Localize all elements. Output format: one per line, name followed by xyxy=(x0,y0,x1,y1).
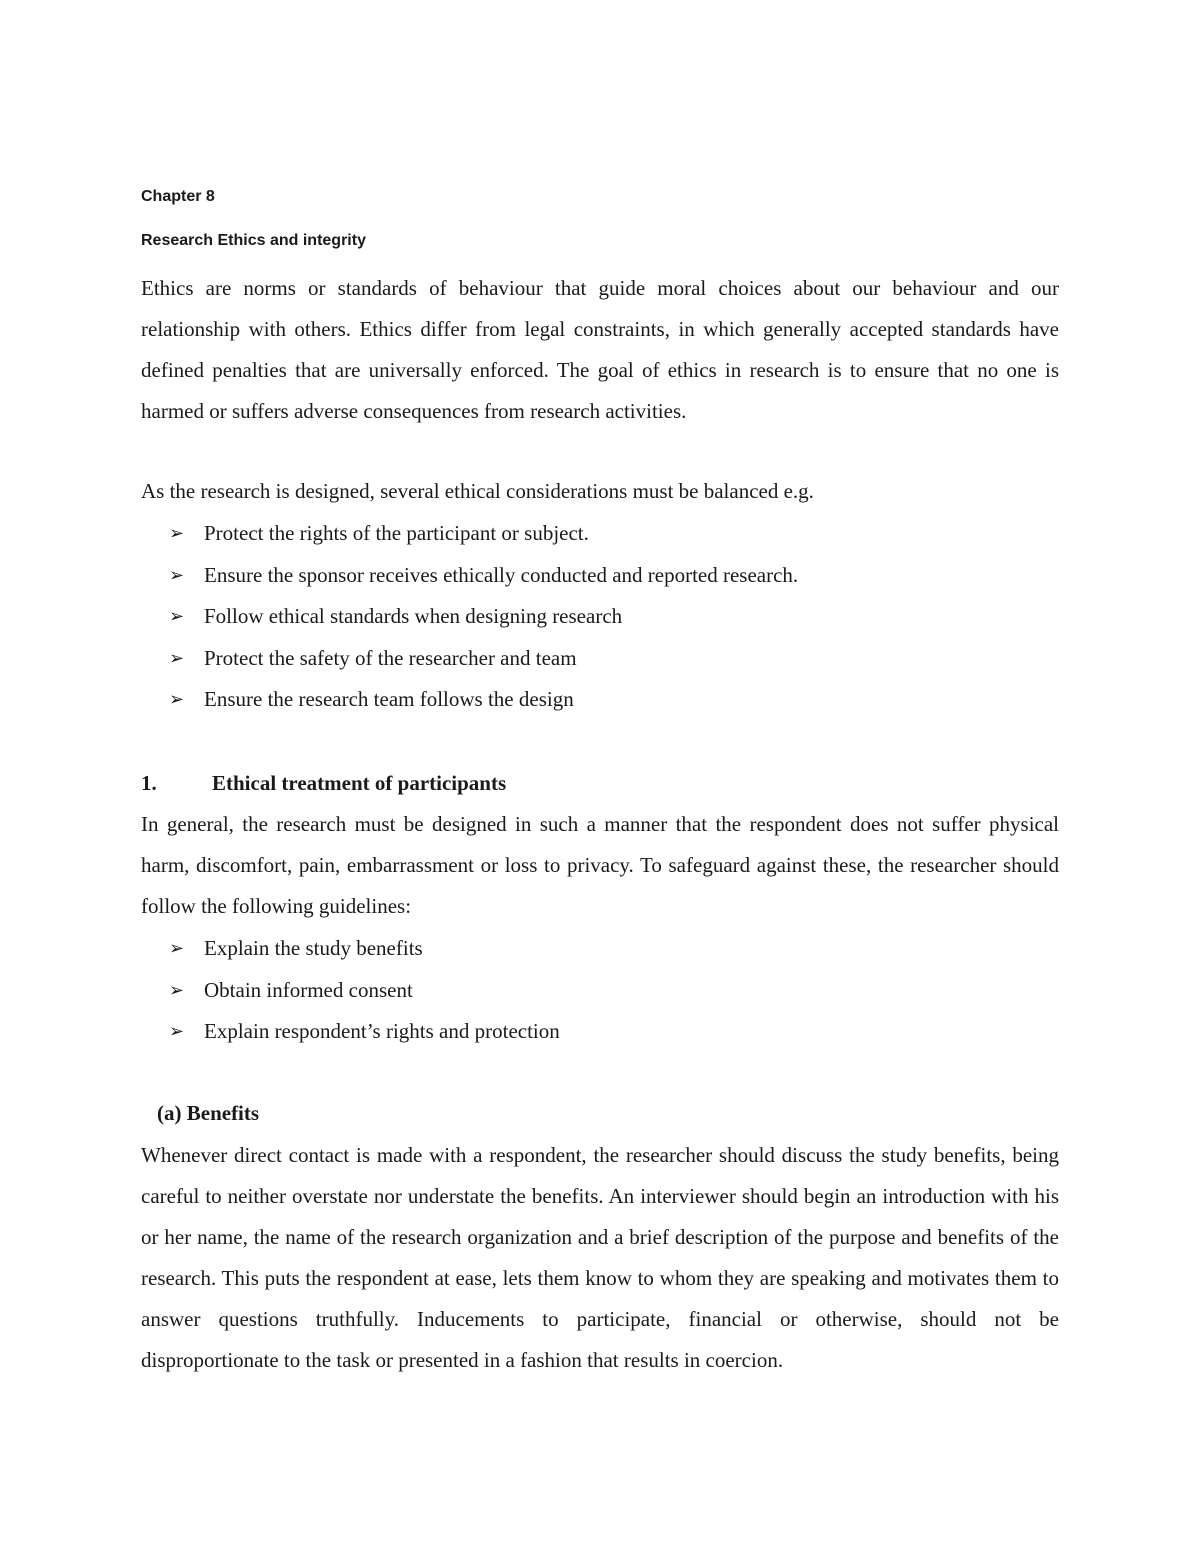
arrowhead-bullet-icon: ➢ xyxy=(169,689,185,710)
considerations-intro: As the research is designed, several ethical considerations must be balanced e.g. xyxy=(141,479,814,503)
arrowhead-bullet-icon: ➢ xyxy=(169,1021,185,1042)
intro-paragraph: Ethics are norms or standards of behaviour that guide moral choices about our behaviour and our relationship with others. Ethics differ from legal constraints, in which generally accepted standards have defined penalties that are universally enforced. The goal of ethics in research is to ensure that no one is harmed or suffers adverse consequences from research activities. xyxy=(141,276,1059,423)
arrowhead-bullet-icon: ➢ xyxy=(169,979,185,1001)
arrowhead-bullet-icon: ➢ xyxy=(169,564,185,586)
section-1-title: Ethical treatment of participants xyxy=(212,771,507,795)
list-item: ➢ Protect the rights of the participant or subject. xyxy=(169,513,798,555)
guidelines-list xyxy=(169,928,560,1053)
subsection-a-title: (a) Benefits xyxy=(157,1101,260,1125)
list-item: ➢ Ensure the research team follows the design xyxy=(169,679,798,721)
list-item: ➢ Obtain informed consent xyxy=(169,970,560,1012)
chapter-label: Chapter 8 xyxy=(141,188,215,205)
list-item: ➢ Follow ethical standards when designing research xyxy=(169,596,798,638)
list-item: ➢ Protect the safety of the researcher and team xyxy=(169,638,798,680)
chapter-title: Research Ethics and integrity xyxy=(141,232,366,249)
list-item: ➢ Ensure the sponsor receives ethically conducted and reported research. xyxy=(169,555,798,597)
arrowhead-bullet-icon: ➢ xyxy=(169,938,185,959)
arrowhead-bullet-icon: ➢ xyxy=(169,647,185,669)
considerations-list xyxy=(169,513,798,721)
list-item: ➢ Explain the study benefits xyxy=(169,928,560,970)
section-1-number: 1. xyxy=(141,771,157,795)
subsection-a-paragraph: Whenever direct contact is made with a respondent, the researcher should discuss the study benefits, being careful to neither overstate nor understate the benefits. An interviewer should begin an introduction with his or her name, the name of the research organization and a brief description of the purpose and benefits of the research. This puts the respondent at ease, lets them know to whom they are speaking and motivates them to answer questions truthfully. Inducements to participate, financial or otherwise, should not be disproportionate to the task or presented in a fashion that results in coercion. xyxy=(141,1143,1059,1372)
arrowhead-bullet-icon: ➢ xyxy=(169,523,185,544)
arrowhead-bullet-icon: ➢ xyxy=(169,606,185,627)
section-1-paragraph: In general, the research must be designed in such a manner that the respondent does not suffer physical harm, discomfort, pain, embarrassment or loss to privacy. To safeguard against these, the researcher should follow the following guidelines: xyxy=(141,812,1059,918)
list-item: ➢ Explain respondent’s rights and protection xyxy=(169,1011,560,1053)
